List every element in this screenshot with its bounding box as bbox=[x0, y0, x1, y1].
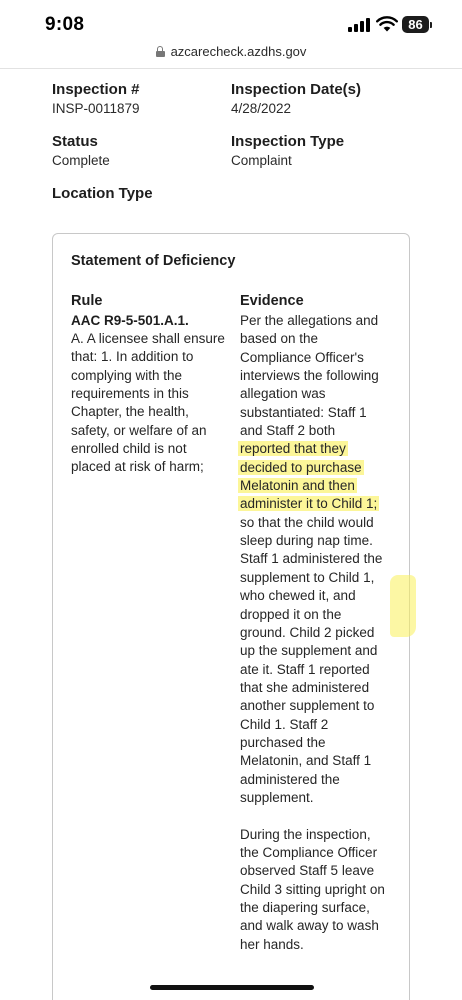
evidence-line: allegation was bbox=[240, 386, 326, 402]
evidence-line: observed Staff 5 leave bbox=[240, 863, 375, 879]
rule-heading: Rule bbox=[71, 293, 103, 309]
inspection-date-field bbox=[231, 81, 361, 118]
inspection-number-value: INSP-0011879 bbox=[52, 101, 140, 116]
status-label: Status bbox=[52, 133, 98, 150]
highlighted-text: Melatonin and then bbox=[240, 478, 355, 494]
evidence-line: Compliance Officer's bbox=[240, 349, 364, 365]
evidence-line: that she administered bbox=[240, 679, 370, 695]
inspection-type-field bbox=[231, 133, 344, 170]
evidence-line bbox=[240, 477, 385, 495]
home-indicator[interactable] bbox=[150, 985, 314, 990]
evidence-line: another supplement to bbox=[240, 698, 375, 714]
evidence-line: administered the bbox=[240, 771, 340, 787]
inspection-date-value: 4/28/2022 bbox=[231, 101, 292, 116]
location-type-label: Location Type bbox=[52, 185, 153, 202]
evidence-line: supplement to Child 1, bbox=[240, 569, 375, 585]
status-bar bbox=[0, 0, 462, 44]
status-time: 9:08 bbox=[45, 14, 85, 35]
highlight-mark bbox=[390, 575, 416, 637]
url-text[interactable]: azcarecheck.azdhs.gov bbox=[170, 44, 307, 59]
battery-cap bbox=[430, 22, 432, 28]
inspection-number-label: Inspection # bbox=[52, 81, 140, 98]
evidence-line bbox=[240, 459, 385, 477]
evidence-line: ground. Child 2 picked bbox=[240, 624, 375, 640]
inspection-type-label: Inspection Type bbox=[231, 133, 345, 150]
evidence-line bbox=[240, 495, 385, 513]
highlighted-text: reported that they bbox=[240, 441, 346, 457]
evidence-line: who chewed it, and bbox=[240, 588, 356, 604]
wifi-icon bbox=[376, 16, 398, 32]
evidence-line: and Staff 2 both bbox=[240, 423, 336, 439]
evidence-line: substantiated: Staff 1 bbox=[240, 404, 367, 420]
evidence-line: based on the bbox=[240, 331, 319, 347]
evidence-paragraph-1 bbox=[240, 312, 385, 807]
rule-text-line: A. A licensee shall ensure bbox=[71, 331, 225, 346]
status-value: Complete bbox=[52, 153, 110, 168]
evidence-line: so that the child would bbox=[240, 514, 374, 530]
deficiency-title: Statement of Deficiency bbox=[71, 253, 236, 269]
evidence-heading: Evidence bbox=[240, 293, 304, 309]
rule-text-line: placed at risk of harm; bbox=[71, 459, 204, 475]
highlighted-text: administer it to Child 1; bbox=[240, 496, 378, 512]
rule-code: AAC R9-5-501.A.1. bbox=[71, 313, 189, 328]
rule-text-line: safety, or welfare of an bbox=[71, 422, 207, 438]
inspection-number-field bbox=[52, 81, 140, 118]
rule-text-line: requirements in this bbox=[71, 386, 189, 402]
rule-text-line: Chapter, the health, bbox=[71, 404, 189, 420]
rule-text-line: enrolled child is not bbox=[71, 441, 187, 457]
evidence-text bbox=[240, 312, 385, 954]
evidence-line: Staff 1 administered the bbox=[240, 551, 383, 567]
evidence-line: supplement. bbox=[240, 789, 314, 805]
evidence-paragraph-2 bbox=[240, 826, 385, 954]
status-field bbox=[52, 133, 110, 170]
evidence-line: her hands. bbox=[240, 936, 304, 952]
evidence-line: ate it. Staff 1 reported bbox=[240, 661, 370, 677]
rule-text-line: that: 1. In addition to bbox=[71, 349, 194, 365]
evidence-line: Melatonin, and Staff 1 bbox=[240, 753, 372, 769]
evidence-line: Per the allegations and bbox=[240, 313, 379, 328]
evidence-line: the diapering surface, bbox=[240, 900, 370, 915]
battery-icon bbox=[402, 16, 429, 33]
evidence-line: dropped it on the bbox=[240, 606, 342, 622]
evidence-line: Child 1. Staff 2 bbox=[240, 716, 329, 732]
deficiency-card bbox=[52, 233, 410, 1000]
rule-text bbox=[71, 330, 225, 477]
evidence-line: Child 3 sitting upright on bbox=[240, 881, 385, 897]
evidence-line bbox=[240, 440, 385, 458]
evidence-line: interviews the following bbox=[240, 368, 379, 384]
highlighted-text: decided to purchase bbox=[240, 459, 362, 475]
url-bar[interactable] bbox=[0, 40, 462, 68]
inspection-date-label: Inspection Date(s) bbox=[231, 81, 362, 98]
rule-text-line: complying with the bbox=[71, 367, 183, 383]
lock-icon bbox=[156, 46, 165, 57]
evidence-line: purchased the bbox=[240, 734, 326, 750]
inspection-type-value: Complaint bbox=[231, 153, 292, 168]
battery-level: 86 bbox=[408, 17, 423, 32]
signal-icon bbox=[348, 18, 370, 32]
evidence-line: the Compliance Officer bbox=[240, 844, 378, 860]
evidence-line: sleep during nap time. bbox=[240, 533, 373, 549]
url-divider bbox=[0, 68, 462, 69]
evidence-line: up the supplement and bbox=[240, 643, 378, 659]
evidence-line: During the inspection, bbox=[240, 826, 371, 842]
location-type-field bbox=[52, 185, 153, 203]
evidence-line: and walk away to wash bbox=[240, 918, 379, 934]
